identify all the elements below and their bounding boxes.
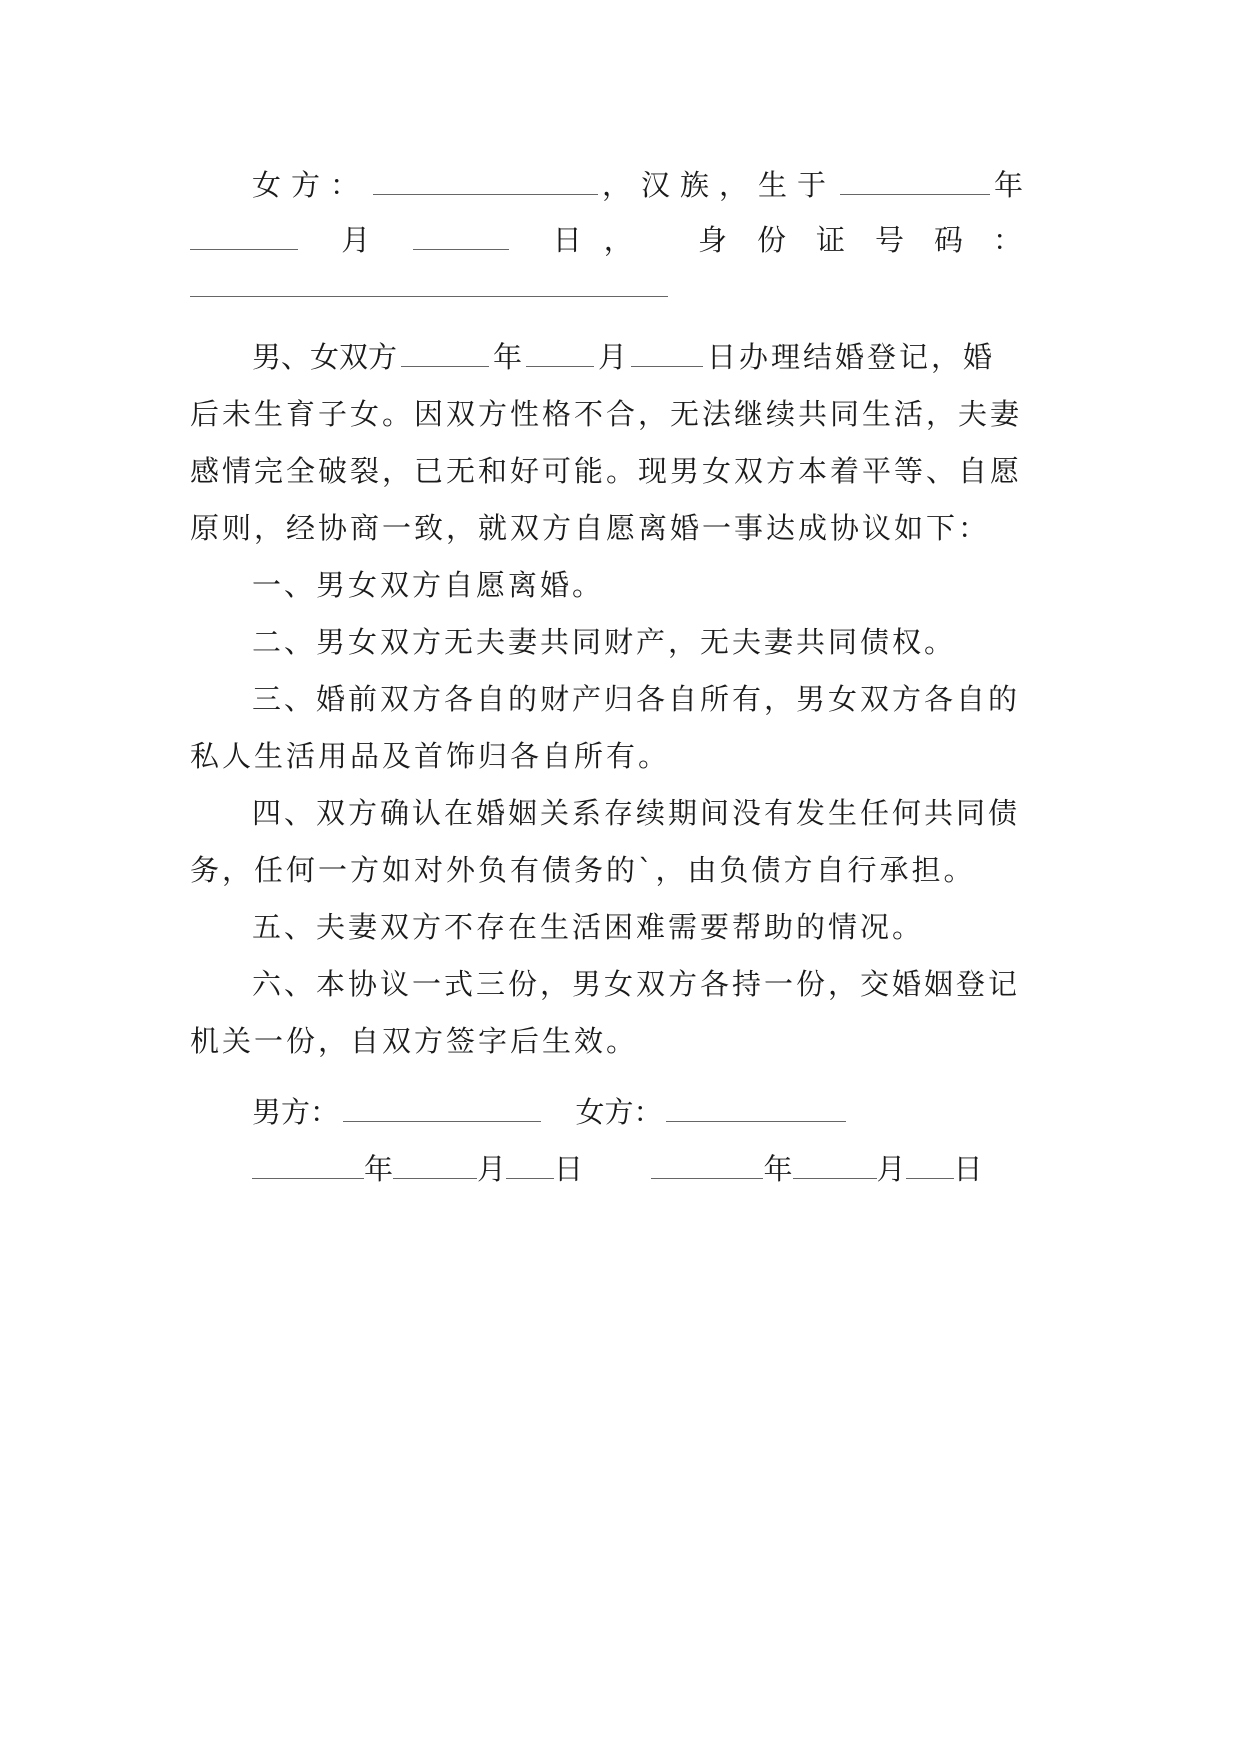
female-info-line-1	[252, 163, 1052, 207]
marriage-line-2: 后未生育子女。因双方性格不合，无法继续共同生活，夫妻	[190, 397, 1023, 431]
birth-day-label: 日，	[552, 223, 655, 257]
male-date-year-blank[interactable]	[252, 1148, 364, 1179]
marriage-year-label: 年	[493, 340, 523, 374]
female-name-blank[interactable]	[373, 164, 598, 195]
male-signature-label: 男方：	[252, 1095, 340, 1129]
clause-1-line-1: 一、男女双方自愿离婚。	[252, 568, 605, 602]
male-date-year-label: 年	[364, 1152, 394, 1186]
female-label: 女方：	[252, 168, 370, 202]
female-date-month-blank[interactable]	[793, 1148, 877, 1179]
female-date-month-label: 月	[876, 1152, 906, 1186]
clause-3-line-1: 三、婚前双方各自的财产归各自所有，男女双方各自的	[252, 682, 1021, 716]
male-date-month-blank[interactable]	[393, 1148, 477, 1179]
signature-line	[252, 1090, 1052, 1134]
marriage-month-label: 月	[598, 340, 628, 374]
clause-4-line-1: 四、双方确认在婚姻关系存续期间没有发生任何共同债	[252, 796, 1021, 830]
marriage-suffix: 日办理结婚登记，婚	[707, 340, 996, 374]
marriage-line-4: 原则，经协商一致，就双方自愿离婚一事达成协议如下：	[190, 511, 991, 545]
female-date-day-label: 日	[953, 1152, 983, 1186]
male-date-day-blank[interactable]	[506, 1148, 554, 1179]
male-signature-blank[interactable]	[343, 1091, 541, 1122]
female-ethnicity-text: ，汉族，生于	[602, 168, 837, 202]
marriage-prefix: 男、女双方	[252, 340, 398, 374]
id-number-label: 身份证号码：	[697, 223, 1052, 257]
marriage-line-3: 感情完全破裂，已无和好可能。现男女双方本着平等、自愿	[190, 454, 1023, 488]
female-info-line-3	[190, 265, 1052, 309]
marriage-year-blank[interactable]	[401, 336, 489, 367]
birth-day-blank[interactable]	[413, 219, 509, 250]
clause-3-line-2: 私人生活用品及首饰归各自所有。	[190, 739, 671, 773]
female-date-day-blank[interactable]	[906, 1148, 954, 1179]
marriage-day-blank[interactable]	[631, 336, 703, 367]
id-number-blank[interactable]	[190, 266, 668, 297]
female-signature-label: 女方：	[575, 1095, 663, 1129]
female-date-year-blank[interactable]	[651, 1148, 763, 1179]
birth-year-blank[interactable]	[840, 164, 990, 195]
female-info-line-2	[190, 218, 1052, 262]
marriage-line-1	[252, 335, 1052, 379]
clause-5-line-1: 五、夫妻双方不存在生活困难需要帮助的情况。	[252, 910, 925, 944]
birth-month-blank[interactable]	[190, 219, 298, 250]
clause-2-line-1: 二、男女双方无夫妻共同财产，无夫妻共同债权。	[252, 625, 957, 659]
female-signature-blank[interactable]	[666, 1091, 846, 1122]
clause-4-line-2: 务，任何一方如对外负有债务的`，由负债方自行承担。	[190, 853, 976, 887]
clause-6-line-1: 六、本协议一式三份，男女双方各持一份，交婚姻登记	[252, 967, 1021, 1001]
clause-6-line-2: 机关一份，自双方签字后生效。	[190, 1024, 639, 1058]
birth-year-label: 年	[994, 168, 1024, 202]
birth-month-label: 月	[341, 223, 371, 257]
signature-date-line	[252, 1147, 1052, 1191]
female-date-year-label: 年	[763, 1152, 793, 1186]
marriage-month-blank[interactable]	[526, 336, 594, 367]
male-date-day-label: 日	[554, 1152, 584, 1186]
male-date-month-label: 月	[477, 1152, 507, 1186]
